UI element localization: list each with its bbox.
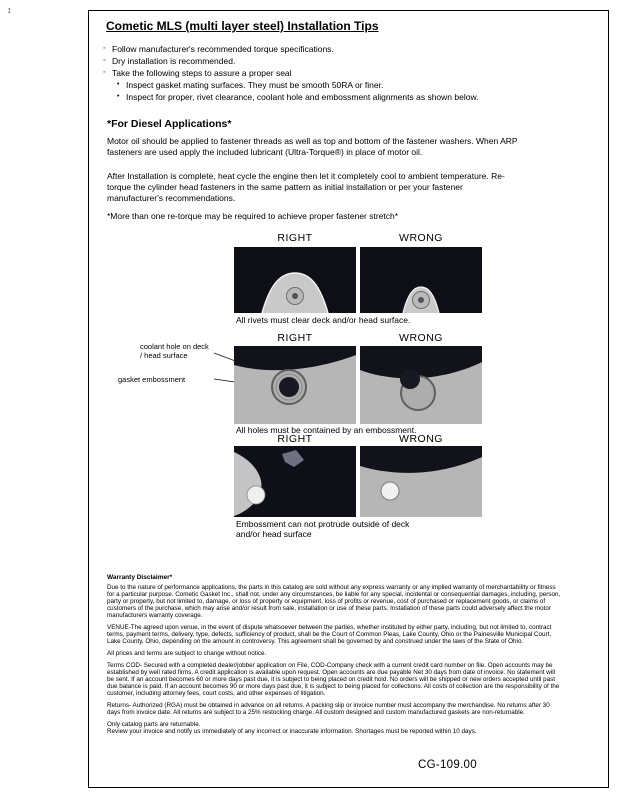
row1-caption: All rivets must clear deck and/or head surface. — [236, 315, 411, 325]
dot-bullet-icon: • — [117, 93, 120, 100]
tip-bullet: ◦ Follow manufacturer's recommended torque specifications. — [103, 44, 334, 54]
diesel-paragraph-oil: Motor oil should be applied to fastener threads as well as top and bottom of the fastener washers. When ARP fasteners are used apply the included lubricant (Ultra-Torque®) in place of motor oil. — [107, 136, 518, 157]
warranty-paragraph: Review your invoice and notify us immediately of any incorrect or inaccurate information. Shortages must be reported within 10 days. — [107, 728, 477, 735]
protrusion-wrong-image — [360, 446, 482, 517]
protrusion-right-image — [234, 446, 356, 517]
warranty-paragraph: Due to the nature of performance applications, the parts in this catalog are sold without any express warranty or any implied warranty of merchantability or fitness for a particular purpose. Cometic Gasket Inc., shall not, under any circumstances, be liable for any special, incidental or consequential damages, including, person, party or property, but not limited to, damage, or loss of property or equipment, loss of profits or revenue, cost of purchased or replacement goods, or claims of customers of the purchase, which may arise and/or result from sale, installation or use of these parts. Installation of these parts could adversely affect the motor manufacturers warranty coverage. — [107, 584, 561, 619]
tip-bullet: ◦ Take the following steps to assure a proper seal — [103, 68, 292, 78]
tip-sub-bullet: • Inspect gasket mating surfaces. They must be smooth 50RA or finer. — [117, 80, 384, 90]
tip-bullet: ◦ Dry installation is recommended. — [103, 56, 236, 66]
circle-bullet-icon: ◦ — [103, 69, 106, 76]
rivet-right-image — [234, 247, 356, 313]
embossment-right-image — [234, 346, 356, 424]
warranty-heading: Warranty Disclaimer* — [107, 574, 173, 581]
row1-wrong-label: WRONG — [399, 232, 443, 244]
embossment-wrong-image — [360, 346, 482, 424]
footer-code: CG-109.00 — [418, 759, 477, 771]
warranty-paragraph: VENUE-The agreed upon venue, in the event of dispute whatsoever between the parties, whether instituted by either party, including, but not limited to, contract terms, payment terms, delivery, type, defects, sufficiency of product, shall be the Court of Common Pleas, Lake County, Ohio or the Painesville Municipal Court, Lake County, Ohio, depending on the amount in controversy. This agreement shall be governed by and construed under the laws of the State of Ohio. — [107, 624, 552, 645]
row3-right-label: RIGHT — [277, 433, 313, 445]
warranty-paragraph: Terms COD- Secured with a completed dealer/jobber application on File, COD-Company check with a current credit card number on file. Open accounts may be established by well rated firms. A credit application is available upon request. Open accounts are due payable Net 30 days from date of invoice. No statement will be sent. If an account becomes 60 or more days past due, it is subject to being placed on credit hold. No orders will be shipped or new orders accepted until past due balance is paid. If an account becomes 90 or more days past due, it is subject to being placed for collections. All costs of collection are the responsibility of the customer, including attorney fees, court costs, and other expenses of litigation. — [107, 662, 560, 697]
tips-list — [103, 43, 533, 103]
rivet-wrong-image — [360, 247, 482, 313]
row3-caption: Embossment can not protrude outside of deck and/or head surface — [236, 519, 410, 539]
circle-bullet-icon: ◦ — [103, 45, 106, 52]
resize-arrows-icon — [7, 0, 12, 18]
warranty-section — [107, 574, 563, 740]
row2-caption: All holes must be contained by an embossment. — [236, 425, 417, 435]
retorque-note: *More than one re-torque may be required to achieve proper fastener stretch* — [107, 211, 399, 221]
diesel-paragraph-heat: After Installation is complete, heat cycle the engine then let it completely cool to ambient temperature. Re-torque the cylinder head fasteners in the same pattern as initial installation or per your fastener manufacturer's recommendations. — [107, 171, 505, 203]
row3-wrong-label: WRONG — [399, 433, 443, 445]
tip-sub-bullet: • Inspect for proper, rivet clearance, coolant hole and embossment alignments as shown below. — [117, 92, 479, 102]
dot-bullet-icon: • — [117, 81, 120, 88]
row1-right-label: RIGHT — [277, 232, 313, 244]
callout-embossment-label: gasket embossment — [118, 375, 186, 384]
warranty-paragraph: Returns- Authorized (RGA) must be obtained in advance on all returns. A packing slip or invoice number must accompany the merchandise. No returns after 30 days from invoice date. All returns are subject to a 25% restocking charge. All custom designed and custom manufactured gaskets are non-returnable. — [107, 702, 550, 716]
page-title: Cometic MLS (multi layer steel) Installation Tips — [106, 19, 379, 33]
warranty-paragraph: Only catalog parts are returnable. — [107, 721, 201, 728]
diesel-heading: *For Diesel Applications* — [107, 118, 232, 130]
row2-wrong-label: WRONG — [399, 332, 443, 344]
warranty-paragraph: All prices and terms are subject to change without notice. — [107, 650, 267, 657]
circle-bullet-icon: ◦ — [103, 57, 106, 64]
callout-coolant-label: coolant hole on deck / head surface — [140, 342, 209, 360]
row2-right-label: RIGHT — [277, 332, 313, 344]
